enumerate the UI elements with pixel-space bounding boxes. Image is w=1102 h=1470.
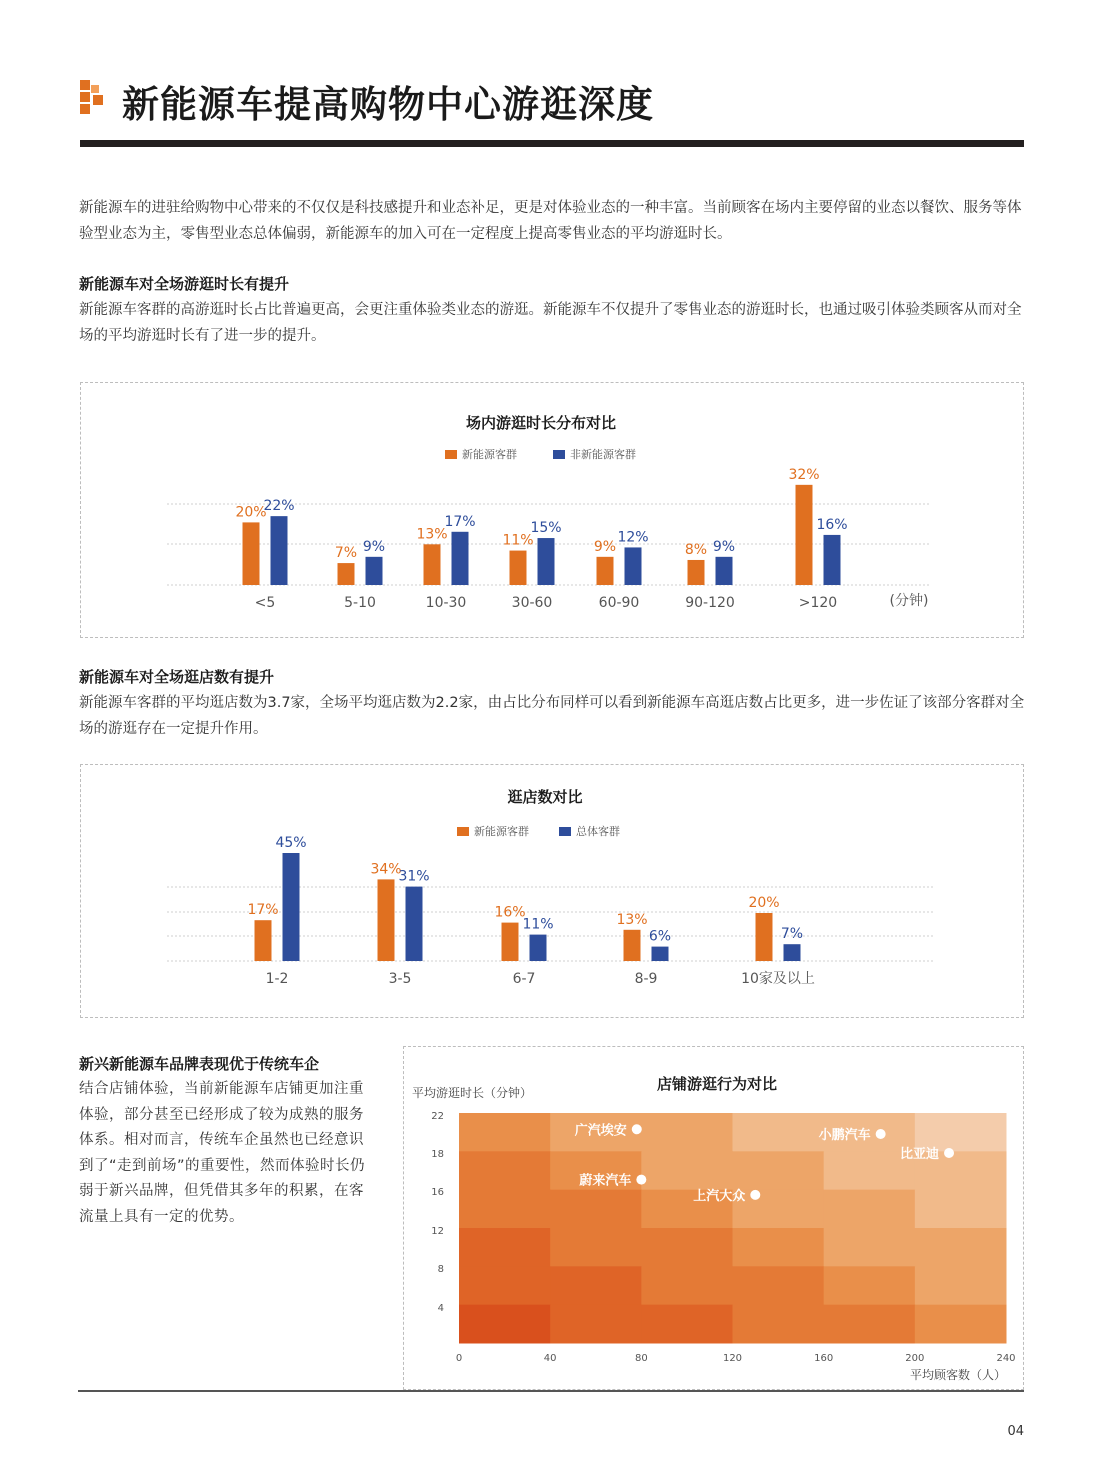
y-tick-label: 8 bbox=[437, 1264, 444, 1275]
heatmap-cell bbox=[641, 1266, 733, 1305]
chart-title: 场内游逛时长分布对比 bbox=[465, 414, 617, 432]
section-heading-brands: 新兴新能源车品牌表现优于传统车企 bbox=[79, 1055, 320, 1073]
heatmap-cell bbox=[459, 1228, 551, 1267]
bar-series-2 bbox=[538, 538, 555, 585]
heatmap-cell bbox=[915, 1190, 1007, 1229]
bar-series-2 bbox=[824, 535, 841, 585]
footer-divider bbox=[78, 1390, 1024, 1392]
x-tick-label: 1-2 bbox=[265, 971, 289, 987]
bar-series-2 bbox=[406, 887, 423, 961]
point-label: 蔚来汽车 bbox=[579, 1173, 632, 1189]
bar-series-1 bbox=[688, 560, 705, 585]
x-tick-label: 90-120 bbox=[685, 595, 735, 611]
data-label: 8% bbox=[684, 541, 708, 558]
bar-series-1 bbox=[624, 930, 641, 961]
bar-series-2 bbox=[784, 944, 801, 961]
chart-dwell-time-svg bbox=[81, 383, 1023, 637]
heatmap-cell bbox=[824, 1266, 916, 1305]
bar-series-2 bbox=[625, 547, 642, 585]
x-tick-label: 5-10 bbox=[344, 595, 376, 611]
legend-label-series-1: 新能源客群 bbox=[462, 448, 517, 461]
x-tick-label: 0 bbox=[455, 1353, 463, 1364]
scatter-point bbox=[750, 1190, 760, 1200]
title-accent-icon bbox=[80, 80, 104, 116]
heatmap-cell bbox=[550, 1266, 642, 1305]
bar-series-1 bbox=[338, 563, 355, 585]
heatmap-cell bbox=[550, 1190, 642, 1229]
data-label: 31% bbox=[398, 868, 430, 885]
data-label: 6% bbox=[648, 928, 672, 945]
legend-label-series-2: 非新能源客群 bbox=[570, 448, 636, 461]
y-tick-label: 4 bbox=[437, 1303, 444, 1314]
section-heading-stores: 新能源车对全场逛店数有提升 bbox=[79, 668, 275, 686]
y-tick-label: 16 bbox=[431, 1187, 444, 1198]
x-tick-label: 40 bbox=[543, 1353, 557, 1364]
data-label: 32% bbox=[788, 466, 820, 483]
heatmap-cell bbox=[915, 1113, 1007, 1152]
bar-series-1 bbox=[510, 551, 527, 585]
heatmap-cell bbox=[550, 1305, 642, 1344]
bar-series-2 bbox=[652, 947, 669, 961]
section-heading-dwell: 新能源车对全场游逛时长有提升 bbox=[79, 275, 290, 293]
heatmap-cell bbox=[641, 1228, 733, 1267]
y-axis-label: 平均游逛时长（分钟） bbox=[412, 1086, 533, 1100]
bar-series-2 bbox=[530, 935, 547, 961]
data-label: 45% bbox=[275, 835, 307, 851]
chart-dwell-time bbox=[80, 382, 1024, 638]
data-label: 16% bbox=[494, 904, 526, 921]
x-tick-label: 30-60 bbox=[511, 595, 553, 611]
bar-series-1 bbox=[378, 879, 395, 961]
legend-swatch-series-1 bbox=[445, 450, 457, 459]
legend-swatch-series-1 bbox=[457, 827, 469, 836]
y-tick-label: 12 bbox=[431, 1226, 444, 1237]
scatter-point bbox=[632, 1124, 642, 1134]
y-tick-label: 22 bbox=[431, 1111, 444, 1122]
data-label: 9% bbox=[362, 538, 386, 555]
x-tick-label: 200 bbox=[905, 1353, 925, 1364]
x-tick-label: 3-5 bbox=[388, 971, 412, 987]
scatter-point bbox=[636, 1175, 646, 1185]
heatmap-cell bbox=[915, 1266, 1007, 1305]
heatmap-cell bbox=[733, 1305, 825, 1344]
legend-label-series-1: 新能源客群 bbox=[474, 825, 529, 838]
data-label: 15% bbox=[530, 520, 562, 537]
data-label: 13% bbox=[616, 911, 648, 928]
heatmap-cell bbox=[459, 1266, 551, 1305]
x-tick-label: 240 bbox=[996, 1353, 1016, 1364]
bar-series-2 bbox=[452, 532, 469, 585]
heatmap-cell bbox=[459, 1113, 551, 1152]
heatmap-cell bbox=[459, 1190, 551, 1229]
chart-title: 店铺游逛行为对比 bbox=[656, 1075, 778, 1093]
bar-series-1 bbox=[502, 923, 519, 961]
intro-paragraph: 新能源车的进驻给购物中心带来的不仅仅是科技感提升和业态补足，更是对体验业态的一种丰富。当前顾客在场内主要停留的业态以餐饮、服务等体验型业态为主，零售型业态总体偏弱，新能源车的加入可在一定程度上提高零售业态的平均游逛时长。 bbox=[79, 200, 1022, 242]
section-body-brands: 结合店铺体验，当前新能源车店铺更加注重体验，部分甚至已经形成了较为成熟的服务体系。相对而言，传统车企虽然也已经意识到了“走到前场”的重要性，然而体验时长仍弱于新兴品牌，但凭借其多年的积累，在客流量上具有一定的优势。 bbox=[79, 1081, 366, 1225]
x-tick-label: <5 bbox=[254, 595, 276, 611]
legend-label-series-2: 总体客群 bbox=[576, 825, 620, 838]
heatmap-cell bbox=[824, 1228, 916, 1267]
chart-store-count-svg bbox=[81, 765, 1023, 1017]
heatmap-cell bbox=[733, 1266, 825, 1305]
chart-store-behavior bbox=[403, 1046, 1024, 1390]
data-label: 34% bbox=[370, 861, 402, 878]
x-tick-label: 120 bbox=[722, 1353, 743, 1364]
heatmap-cell bbox=[915, 1228, 1007, 1267]
page-number: 04 bbox=[1007, 1424, 1024, 1439]
section-body-stores: 新能源车客群的平均逛店数为3.7家，全场平均逛店数为2.2家，由占比分布同样可以看到新能源车高逛店数占比更多，进一步佐证了该部分客群对全场的游逛存在一定提升作用。 bbox=[79, 695, 1025, 737]
x-tick-label: 80 bbox=[634, 1353, 648, 1364]
heatmap-cell bbox=[733, 1228, 825, 1267]
data-label: 17% bbox=[247, 902, 279, 919]
legend-swatch-series-2 bbox=[553, 450, 565, 459]
chart-store-count bbox=[80, 764, 1024, 1018]
bar-series-1 bbox=[597, 557, 614, 585]
heatmap-cell bbox=[459, 1305, 551, 1344]
scatter-point bbox=[876, 1129, 886, 1139]
heatmap-cell bbox=[733, 1190, 825, 1229]
heatmap-cell bbox=[641, 1151, 733, 1190]
x-axis-label: 平均顾客数（人） bbox=[909, 1368, 1006, 1382]
x-tick-label: 60-90 bbox=[598, 595, 640, 611]
heatmap-cell bbox=[824, 1190, 916, 1229]
x-tick-label: 10-30 bbox=[425, 595, 467, 611]
heatmap-cell bbox=[824, 1305, 916, 1344]
chart-title: 逛店数对比 bbox=[507, 788, 583, 806]
data-label: 16% bbox=[816, 516, 848, 533]
data-label: 20% bbox=[748, 895, 780, 911]
bar-series-1 bbox=[424, 544, 441, 585]
bar-series-2 bbox=[283, 853, 300, 961]
scatter-point bbox=[944, 1148, 954, 1158]
legend-swatch-series-2 bbox=[559, 827, 571, 836]
x-tick-label: 160 bbox=[814, 1353, 834, 1364]
bar-series-2 bbox=[716, 557, 733, 585]
page-title: 新能源车提高购物中心游逛深度 bbox=[122, 83, 654, 126]
bar-series-1 bbox=[756, 913, 773, 961]
point-label: 小鹏汽车 bbox=[818, 1128, 871, 1143]
data-label: 9% bbox=[593, 538, 617, 555]
chart-store-behavior-svg bbox=[404, 1047, 1023, 1389]
heatmap-cell bbox=[915, 1305, 1007, 1344]
x-tick-label: 10家及以上 bbox=[741, 971, 815, 987]
bar-series-2 bbox=[271, 516, 288, 585]
data-label: 12% bbox=[617, 529, 649, 546]
data-label: 9% bbox=[712, 538, 736, 555]
data-label: 11% bbox=[502, 532, 534, 549]
heatmap-cell bbox=[550, 1228, 642, 1267]
section-body-dwell: 新能源车客群的高游逛时长占比普遍更高，会更注重体验类业态的游逛。新能源车不仅提升了零售业态的游逛时长，也通过吸引体验类顾客从而对全场的平均游逛时长有了进一步的提升。 bbox=[79, 302, 1022, 344]
data-label: 7% bbox=[780, 926, 804, 943]
heatmap-cell bbox=[733, 1113, 825, 1152]
x-tick-label: 6-7 bbox=[512, 971, 536, 987]
point-label: 比亚迪 bbox=[900, 1147, 940, 1162]
x-axis-unit-label: (分钟) bbox=[889, 593, 929, 609]
heatmap-cell bbox=[733, 1151, 825, 1190]
bar-series-1 bbox=[243, 522, 260, 585]
y-tick-label: 18 bbox=[431, 1149, 444, 1160]
x-tick-label: 8-9 bbox=[634, 971, 658, 987]
data-label: 13% bbox=[416, 526, 448, 543]
data-label: 17% bbox=[444, 513, 476, 530]
heatmap-cell bbox=[459, 1151, 551, 1190]
data-label: 20% bbox=[235, 504, 267, 521]
x-tick-label: >120 bbox=[798, 595, 838, 611]
title-divider bbox=[80, 140, 1024, 147]
heatmap-cell bbox=[641, 1113, 733, 1152]
point-label: 上汽大众 bbox=[693, 1188, 746, 1204]
bar-series-1 bbox=[796, 485, 813, 585]
bar-series-1 bbox=[255, 920, 272, 961]
data-label: 11% bbox=[522, 916, 554, 933]
point-label: 广汽埃安 bbox=[574, 1123, 627, 1139]
data-label: 22% bbox=[263, 498, 295, 515]
heatmap-cell bbox=[641, 1305, 733, 1344]
data-label: 7% bbox=[334, 545, 358, 562]
bar-series-2 bbox=[366, 557, 383, 585]
